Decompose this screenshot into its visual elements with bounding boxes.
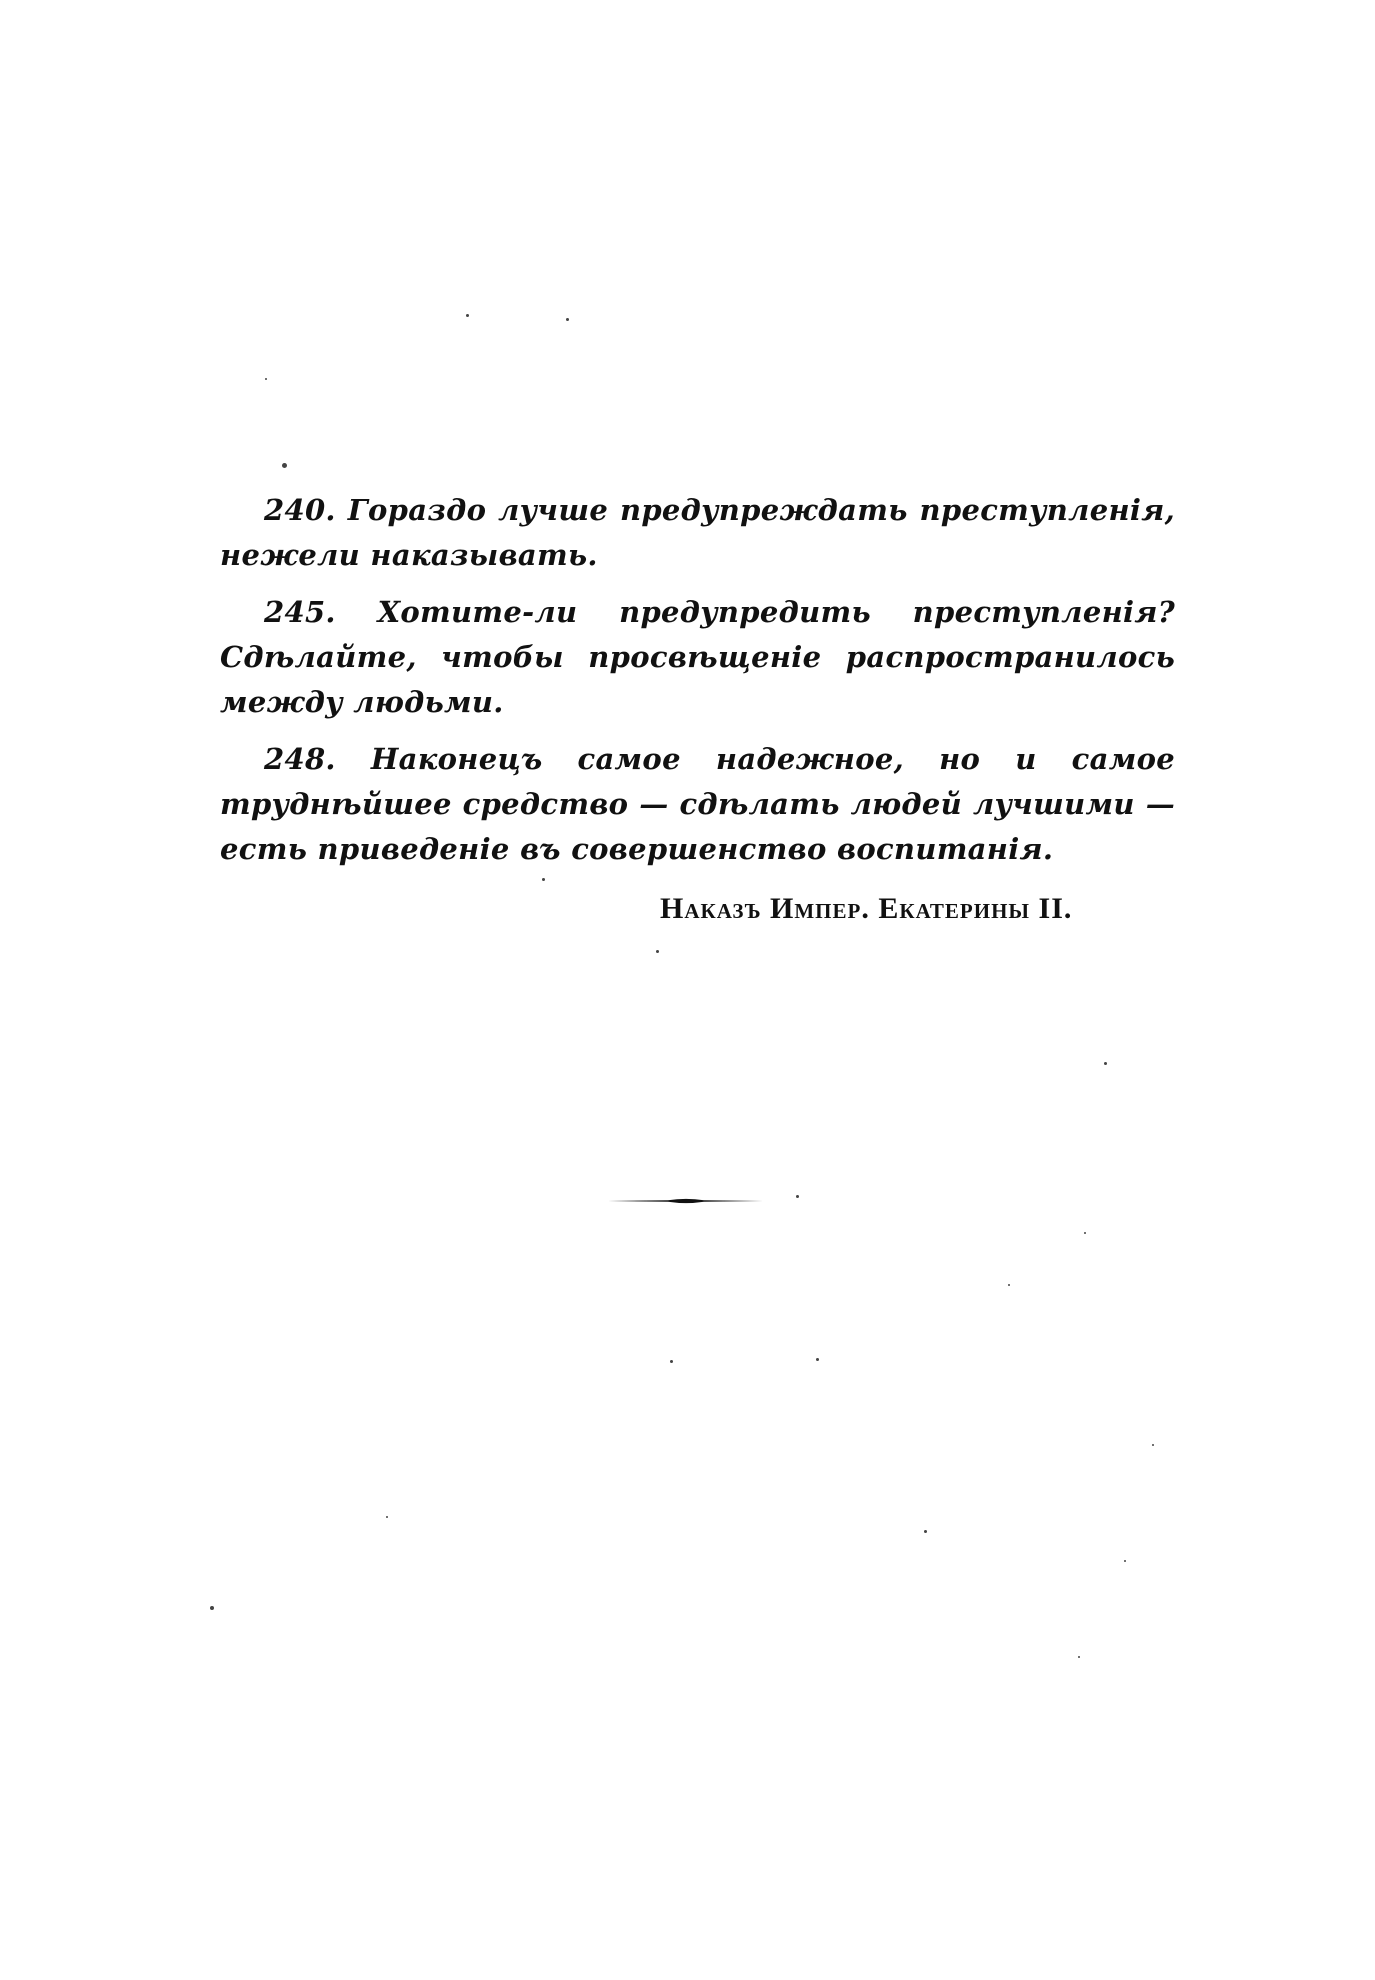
- paragraph-248: [220, 737, 1175, 872]
- scan-speck: [466, 314, 469, 317]
- scan-speck: [816, 1358, 819, 1361]
- scan-speck: [1104, 1062, 1107, 1065]
- scan-speck: [1152, 1444, 1154, 1446]
- paragraph-245: [220, 590, 1175, 725]
- ornamental-divider: [608, 1196, 764, 1206]
- scan-speck: [566, 318, 569, 321]
- scan-speck: [210, 1606, 214, 1610]
- paragraph-number: 248.: [264, 742, 336, 776]
- scan-speck: [542, 878, 545, 881]
- paragraph-text: Наконецъ самое надежное, но и самое труднѣйшее средство — сдѣлать людей лучшими — есть приведеніе въ совершенство воспитанія.: [220, 742, 1175, 866]
- scan-speck: [656, 950, 659, 953]
- scan-speck: [265, 378, 267, 380]
- scan-speck: [1124, 1560, 1126, 1562]
- scan-speck: [1084, 1232, 1086, 1234]
- attribution: Наказъ Импер. Екатерины II.: [660, 892, 1073, 925]
- paragraph-text: Гораздо лучше предупреждать преступленія, нежели наказывать.: [220, 493, 1175, 572]
- paragraph-240: [220, 488, 1175, 578]
- scan-speck: [282, 463, 287, 468]
- scan-speck: [386, 1516, 388, 1518]
- scan-speck: [796, 1195, 799, 1198]
- scan-speck: [670, 1360, 673, 1363]
- scan-speck: [1008, 1284, 1010, 1286]
- paragraph-text: Хотите-ли предупредить преступленія? Сдѣлайте, чтобы просвѣщеніе распространилось между людьми.: [220, 595, 1176, 719]
- paragraph-number: 245.: [264, 595, 336, 629]
- scan-speck: [1078, 1656, 1080, 1658]
- quotation-block: [220, 488, 1175, 884]
- scan-speck: [924, 1530, 927, 1533]
- paragraph-number: 240.: [264, 493, 336, 527]
